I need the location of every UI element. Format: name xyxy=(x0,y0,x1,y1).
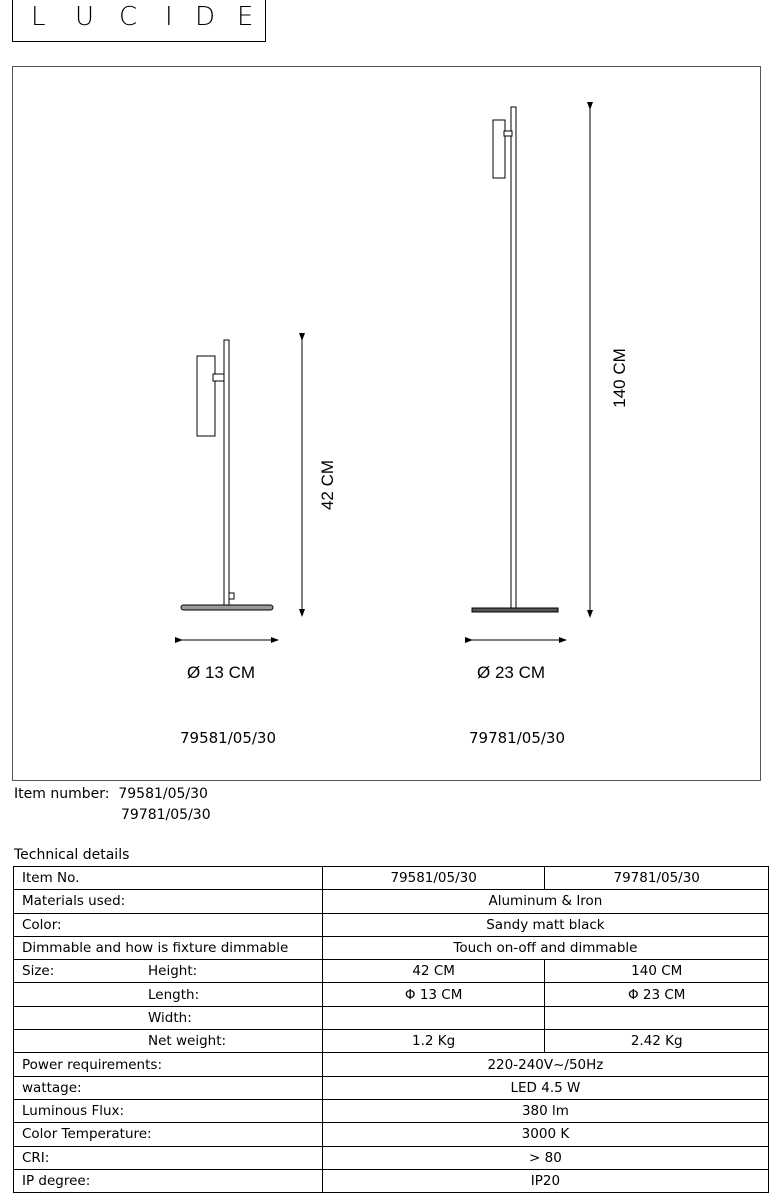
logo-letter: U xyxy=(75,2,95,32)
logo-letter: D xyxy=(195,2,216,32)
row-label: IP degree: xyxy=(14,1169,323,1192)
logo-letter: C xyxy=(119,2,138,32)
row-label: wattage: xyxy=(14,1076,323,1099)
row-label: Color: xyxy=(14,913,323,936)
cell-value: IP20 xyxy=(322,1169,768,1192)
table-row xyxy=(14,913,769,936)
cell-value xyxy=(545,1006,769,1029)
logo-letter: E xyxy=(237,2,254,32)
cell-value: 3000 K xyxy=(322,1123,768,1146)
table-row xyxy=(14,983,769,1006)
width-label: Width: xyxy=(148,1009,192,1026)
logo-letter: L xyxy=(31,2,46,32)
table-row xyxy=(14,1076,769,1099)
net-weight-label: Net weight: xyxy=(148,1033,227,1050)
small-diameter-label: Ø 13 CM xyxy=(187,663,256,682)
cell-value: Sandy matt black xyxy=(322,913,768,936)
cell-value: Φ 13 CM xyxy=(322,983,545,1006)
logo-letter: I xyxy=(165,2,173,32)
row-label: Dimmable and how is fixture dimmable xyxy=(14,936,323,959)
row-label: Item No. xyxy=(14,867,323,890)
table-row xyxy=(14,1053,769,1076)
cell-value: 42 CM xyxy=(322,960,545,983)
large-item-code: 79781/05/30 xyxy=(469,729,565,747)
item-number-block xyxy=(14,784,211,826)
small-height-label: 42 CM xyxy=(318,459,338,511)
row-label xyxy=(14,1030,323,1053)
cell-value: 2.42 Kg xyxy=(545,1030,769,1053)
table-row xyxy=(14,890,769,913)
small-lamp-icon xyxy=(181,340,273,610)
length-label: Length: xyxy=(148,986,200,1003)
technical-details-title: Technical details xyxy=(14,847,130,863)
large-height-label: 140 CM xyxy=(609,348,629,408)
lucide-logo xyxy=(12,0,266,42)
size-label: Size: xyxy=(22,963,55,980)
row-label: CRI: xyxy=(14,1146,323,1169)
row-label xyxy=(14,1006,323,1029)
cell-value: LED 4.5 W xyxy=(322,1076,768,1099)
cell-value xyxy=(322,1006,545,1029)
item-number-value: 79781/05/30 xyxy=(121,807,211,823)
table-row xyxy=(14,867,769,890)
table-row xyxy=(14,936,769,959)
item-number-value: 79581/05/30 xyxy=(118,786,208,802)
cell-value: 140 CM xyxy=(545,960,769,983)
cell-value: Φ 23 CM xyxy=(545,983,769,1006)
large-diameter-label: Ø 23 CM xyxy=(477,663,546,682)
height-label: Height: xyxy=(148,963,198,980)
cell-value: 1.2 Kg xyxy=(322,1030,545,1053)
table-row xyxy=(14,1123,769,1146)
table-row xyxy=(14,1169,769,1192)
row-label: Color Temperature: xyxy=(14,1123,323,1146)
table-row xyxy=(14,1099,769,1122)
row-label: Materials used: xyxy=(14,890,323,913)
small-item-code: 79581/05/30 xyxy=(180,729,276,747)
lamp-illustration xyxy=(13,67,762,782)
row-label: Luminous Flux: xyxy=(14,1099,323,1122)
cell-value: 380 lm xyxy=(322,1099,768,1122)
large-lamp-icon xyxy=(472,107,558,612)
table-row xyxy=(14,1030,769,1053)
table-row xyxy=(14,1146,769,1169)
cell-value: 79581/05/30 xyxy=(322,867,545,890)
product-drawing xyxy=(12,66,761,781)
row-label xyxy=(14,983,323,1006)
technical-details-table xyxy=(13,866,769,1193)
item-number-label: Item number: xyxy=(14,786,110,802)
cell-value: 79781/05/30 xyxy=(545,867,769,890)
table-row xyxy=(14,960,769,983)
row-label xyxy=(14,960,323,983)
cell-value: Touch on-off and dimmable xyxy=(322,936,768,959)
table-row xyxy=(14,1006,769,1029)
cell-value: Aluminum & Iron xyxy=(322,890,768,913)
cell-value: 220-240V~/50Hz xyxy=(322,1053,768,1076)
row-label: Power requirements: xyxy=(14,1053,323,1076)
cell-value: > 80 xyxy=(322,1146,768,1169)
